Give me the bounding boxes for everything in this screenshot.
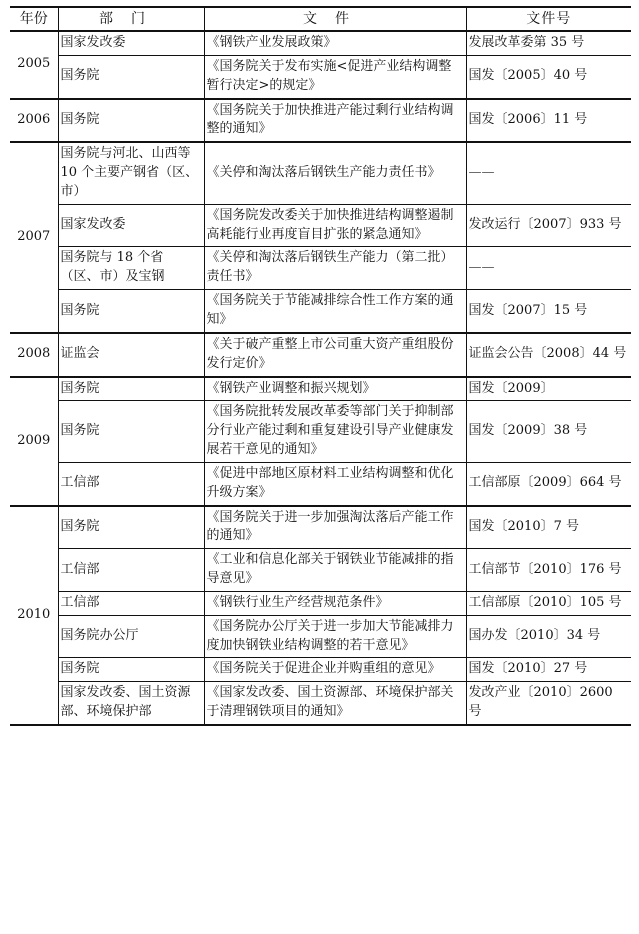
doc-number-cell: 发展改革委第 35 号 [466, 31, 631, 55]
dept-cell: 国务院 [58, 99, 204, 143]
doc-cell: 《钢铁产业发展政策》 [204, 31, 466, 55]
doc-number-cell: 发改运行〔2007〕933 号 [466, 204, 631, 247]
table-row [10, 658, 631, 682]
doc-cell: 《国务院关于节能减排综合性工作方案的通知》 [204, 290, 466, 333]
doc-cell: 《国务院办公厅关于进一步加大节能减排力度加快钢铁业结构调整的若干意见》 [204, 615, 466, 658]
doc-number-cell: 国办发〔2010〕34 号 [466, 615, 631, 658]
doc-number-cell: 工信部原〔2009〕664 号 [466, 462, 631, 505]
table-row [10, 142, 631, 204]
table-row [10, 591, 631, 615]
dept-cell: 国家发改委 [58, 204, 204, 247]
dept-cell: 工信部 [58, 549, 204, 592]
doc-cell: 《国务院关于发布实施<促进产业结构调整暂行决定>的规定》 [204, 55, 466, 98]
dept-cell: 国务院 [58, 506, 204, 549]
doc-cell: 《国务院关于促进企业并购重组的意见》 [204, 658, 466, 682]
table-row [10, 462, 631, 505]
doc-number-cell: 国发〔2007〕15 号 [466, 290, 631, 333]
doc-cell: 《促进中部地区原材料工业结构调整和优化升级方案》 [204, 462, 466, 505]
table-row [10, 290, 631, 333]
dept-cell: 国务院 [58, 658, 204, 682]
dept-cell: 国务院 [58, 290, 204, 333]
header-year: 年份 [10, 7, 58, 31]
doc-cell: 《关停和淘汰落后钢铁生产能力责任书》 [204, 142, 466, 204]
year-cell: 2010 [10, 506, 58, 725]
doc-cell: 《国务院批转发展改革委等部门关于抑制部分行业产能过剩和重复建设引导产业健康发展若干意见的通知》 [204, 401, 466, 463]
year-cell: 2007 [10, 142, 58, 333]
table-row [10, 204, 631, 247]
year-cell: 2005 [10, 31, 58, 99]
table-row [10, 401, 631, 463]
table-row [10, 247, 631, 290]
doc-number-cell: 国发〔2009〕 [466, 377, 631, 401]
doc-cell: 《国务院发改委关于加快推进结构调整遏制高耗能行业再度盲目扩张的紧急通知》 [204, 204, 466, 247]
header-doc: 文件 [204, 7, 466, 31]
doc-number-cell: 国发〔2009〕38 号 [466, 401, 631, 463]
doc-number-cell: 工信部节〔2010〕176 号 [466, 549, 631, 592]
table-row [10, 615, 631, 658]
table-row [10, 506, 631, 549]
table-row [10, 682, 631, 725]
doc-cell: 《钢铁行业生产经营规范条件》 [204, 591, 466, 615]
table-header-row [10, 7, 631, 31]
dept-cell: 国务院与 18 个省（区、市）及宝钢 [58, 247, 204, 290]
header-dept: 部门 [58, 7, 204, 31]
dept-cell: 国家发改委 [58, 31, 204, 55]
dept-cell: 国家发改委、国土资源部、环境保护部 [58, 682, 204, 725]
doc-number-cell: 工信部原〔2010〕105 号 [466, 591, 631, 615]
table-row [10, 333, 631, 377]
doc-cell: 《工业和信息化部关于钢铁业节能减排的指导意见》 [204, 549, 466, 592]
year-cell: 2008 [10, 333, 58, 377]
header-num: 文件号 [466, 7, 631, 31]
doc-number-cell: 发改产业〔2010〕2600 号 [466, 682, 631, 725]
dept-cell: 国务院 [58, 401, 204, 463]
dept-cell: 国务院与河北、山西等 10 个主要产钢省（区、市） [58, 142, 204, 204]
table-body [10, 31, 631, 725]
doc-number-cell: —— [466, 142, 631, 204]
dept-cell: 国务院 [58, 55, 204, 98]
table-row [10, 377, 631, 401]
doc-cell: 《关停和淘汰落后钢铁生产能力（第二批）责任书》 [204, 247, 466, 290]
table-row [10, 99, 631, 143]
dept-cell: 国务院 [58, 377, 204, 401]
year-cell: 2009 [10, 377, 58, 506]
doc-number-cell: 国发〔2006〕11 号 [466, 99, 631, 143]
table-row [10, 549, 631, 592]
doc-number-cell: 国发〔2005〕40 号 [466, 55, 631, 98]
table-row [10, 55, 631, 98]
doc-number-cell: —— [466, 247, 631, 290]
doc-cell: 《钢铁产业调整和振兴规划》 [204, 377, 466, 401]
table-row [10, 31, 631, 55]
policy-table [10, 6, 631, 726]
doc-cell: 《国家发改委、国土资源部、环境保护部关于清理钢铁项目的通知》 [204, 682, 466, 725]
doc-number-cell: 国发〔2010〕7 号 [466, 506, 631, 549]
doc-cell: 《国务院关于加快推进产能过剩行业结构调整的通知》 [204, 99, 466, 143]
doc-number-cell: 国发〔2010〕27 号 [466, 658, 631, 682]
dept-cell: 证监会 [58, 333, 204, 377]
dept-cell: 工信部 [58, 462, 204, 505]
year-cell: 2006 [10, 99, 58, 143]
doc-cell: 《关于破产重整上市公司重大资产重组股份发行定价》 [204, 333, 466, 377]
dept-cell: 工信部 [58, 591, 204, 615]
doc-cell: 《国务院关于进一步加强淘汰落后产能工作的通知》 [204, 506, 466, 549]
dept-cell: 国务院办公厅 [58, 615, 204, 658]
doc-number-cell: 证监会公告〔2008〕44 号 [466, 333, 631, 377]
